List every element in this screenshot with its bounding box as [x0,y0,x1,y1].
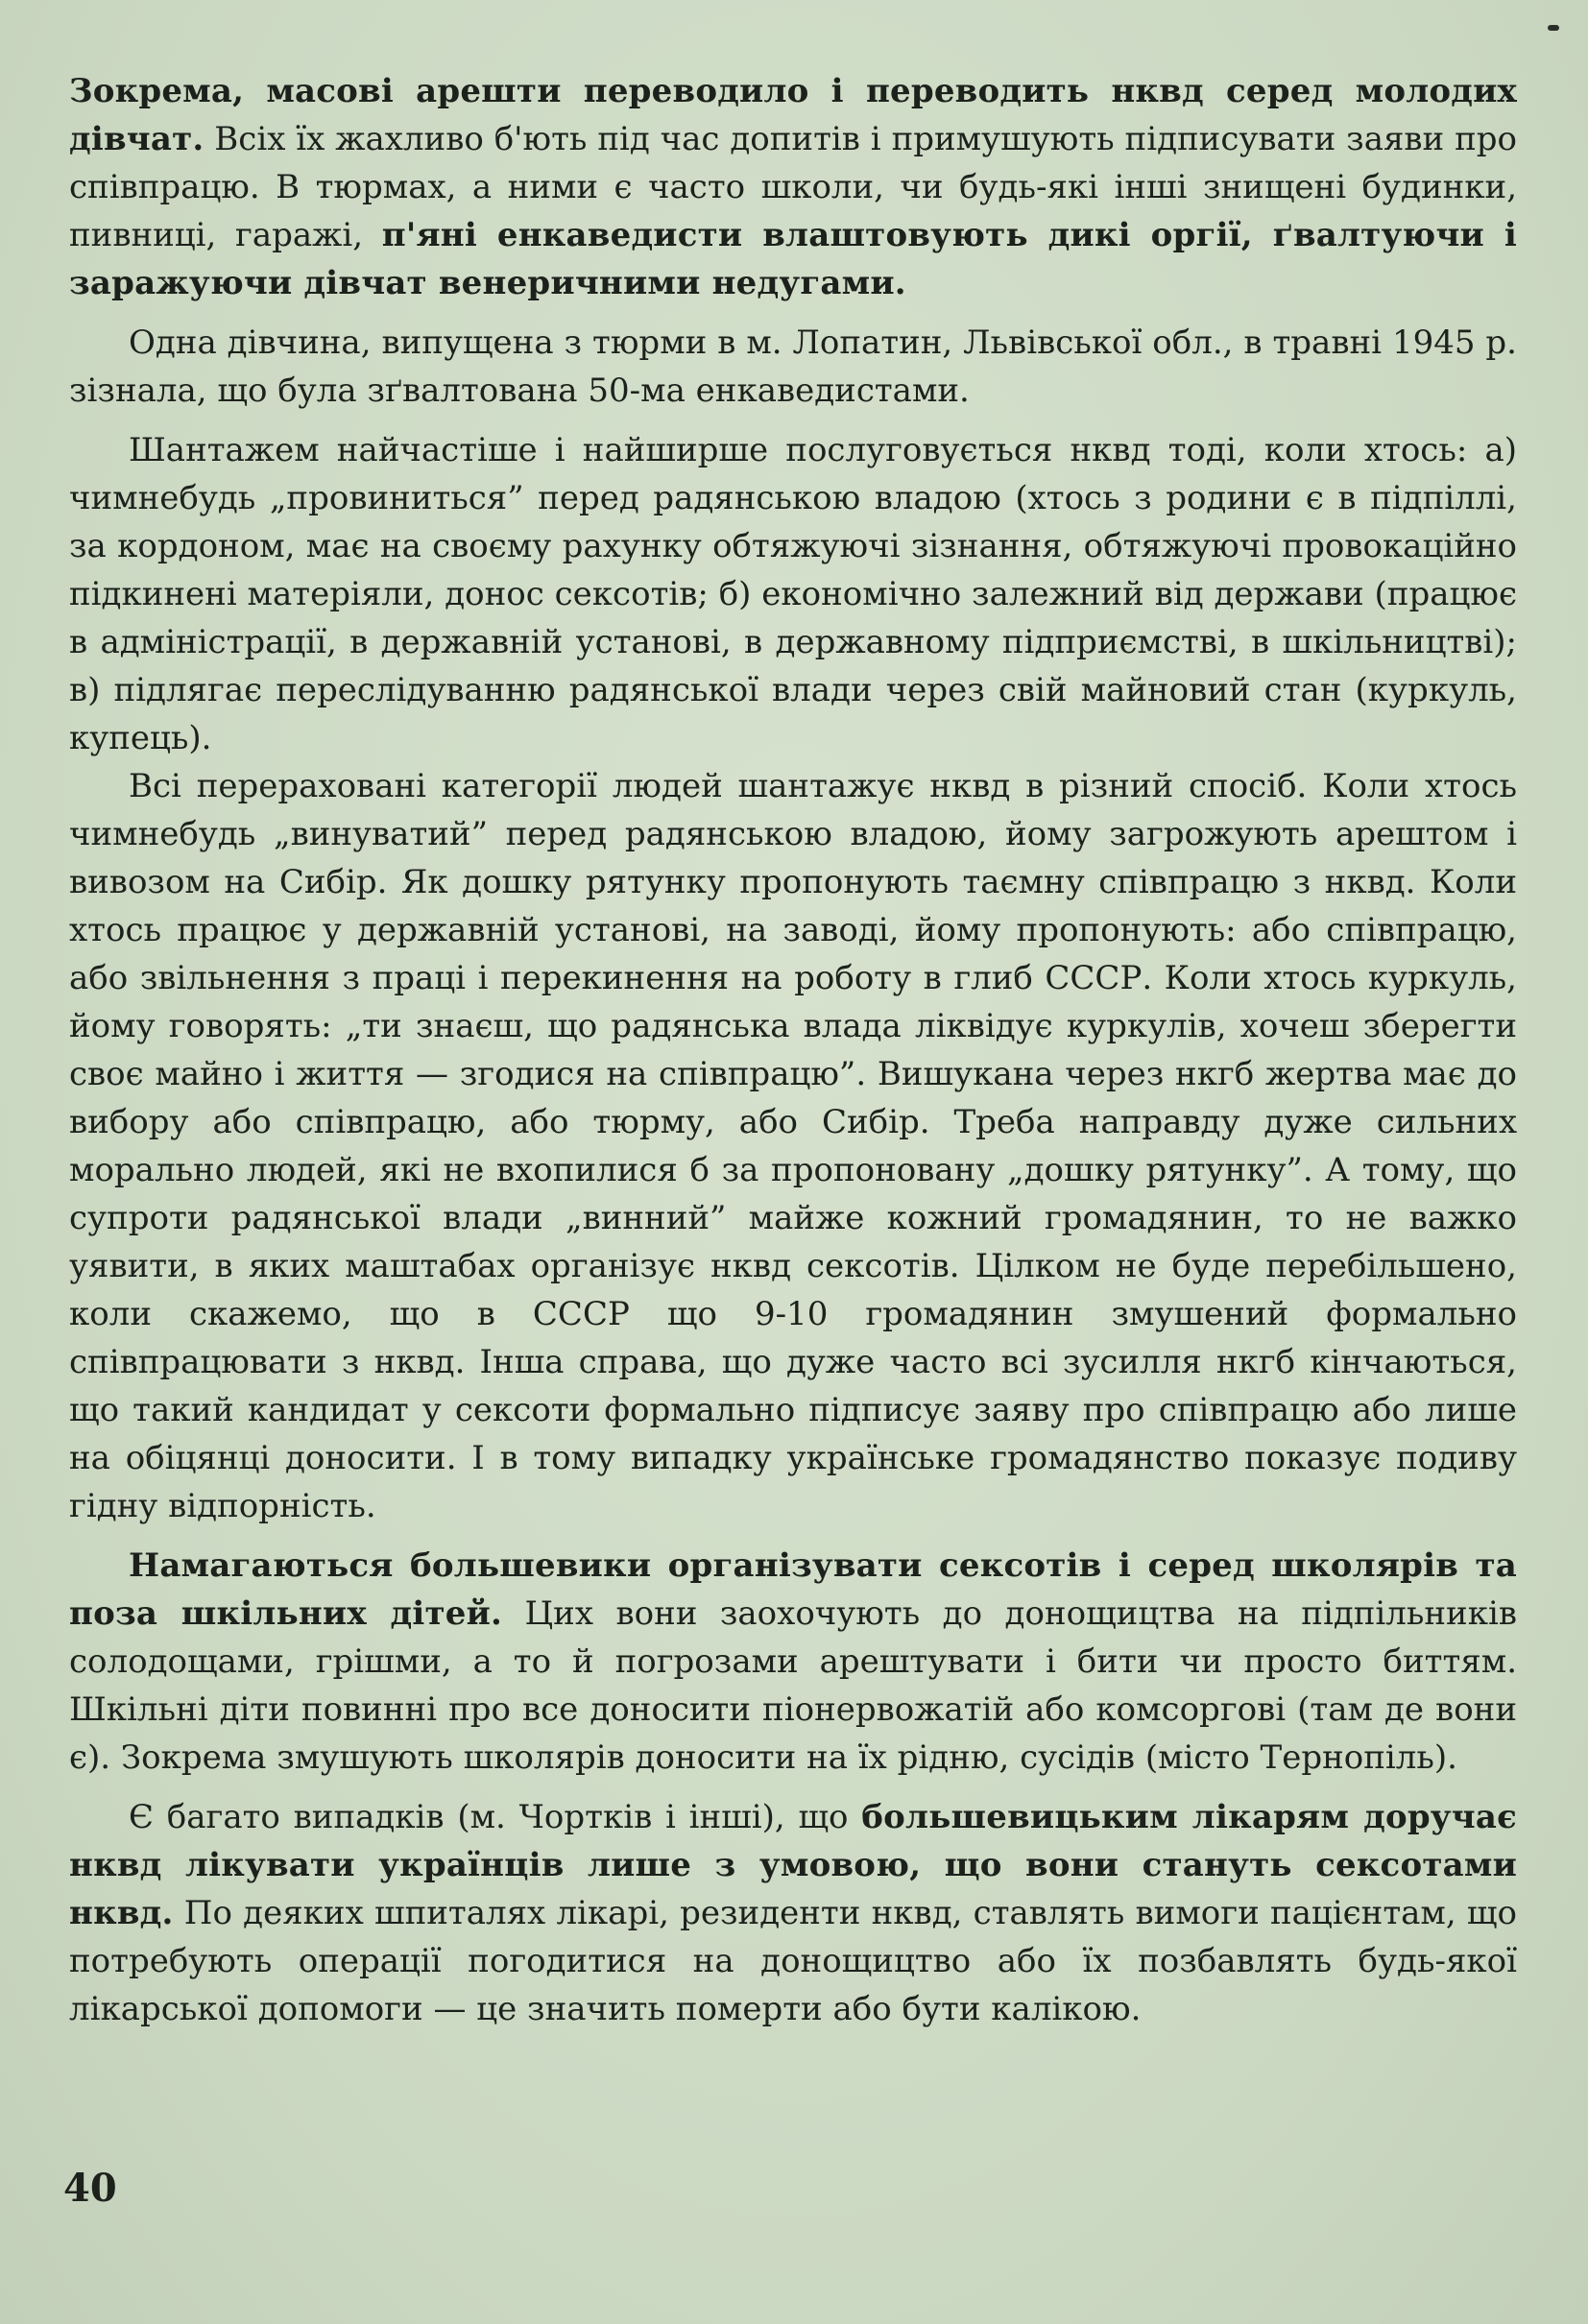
paragraph-3 [69,426,1517,762]
page-number: 40 [63,2166,117,2211]
paragraph-2 [69,319,1517,415]
body-text [69,67,1517,2033]
corner-speck [1548,25,1559,31]
text-run: Всі перераховані категорії людей шантажує нквд в різний спосіб. Коли хтось чимнебудь „винуватий” перед радянською владою, йому загрожують арештом і вивозом на Сибір. Як дошку рятунку пропонують таємну співпрацю з нквд. Коли хтось працює у державній установі, на заводі, йому пропонують: або співпрацю, або звільнення з праці і перекинення на роботу в глиб СССР. Коли хтось куркуль, йому говорять: „ти знаєш, що радянська влада ліквідує куркулів, хочеш зберегти своє майно і життя — згодися на співпрацю”. Вишукана через нкгб жертва має до вибору або співпрацю, або тюрму, або Сибір. Треба направду дуже сильних морально людей, які не вхопилися б за пропоновану „дошку рятунку”. А тому, що супроти радянської влади „винний” майже кожний громадянин, то не важко уявити, в яких маштабах організує нквд сексотів. Цілком не буде перебільшено, коли скажемо, що в СССР що 9-10 громадянин змушений формально співпрацювати з нквд. Інша справа, що дуже часто всі зусилля нкгб кінчаються, що такий кандидат у сексоти формально підписує заяву про співпрацю або лише на обіцянці доносити. І в тому випадку українське громадянство показує подиву гідну відпорність. [69,767,1517,1525]
paragraph-5 [69,1542,1517,1782]
text-run: Цих вони заохочують до донощицтва на підпільників солодощами, грішми, а то й погрозами арештувати і бити чи просто биттям. Шкільні діти повинні про все доносити піонервожатій або комсоргові (там де вони є). Зокрема змушують школярів доносити на їх рідню, сусідів (місто Тернопіль). [69,1594,1517,1777]
text-run: Є багато випадків (м. Чортків і інші), що [129,1798,862,1836]
text-run: Одна дівчина, випущена з тюрми в м. Лопатин, Львівської обл., в травні 1945 р. зізнала, що була зґвалтована 50-ма енкаведистами. [69,323,1517,410]
paragraph-6 [69,1793,1517,2033]
paragraph-4 [69,762,1517,1530]
bold-phrase: Намагаються большевики організувати сексотів і серед школярів та поза шкільних дітей. [69,1546,1517,1633]
paragraph-1 [69,67,1517,307]
text-run: Шантажем найчастіше і найширше послуговується нквд тоді, коли хтось: а) чимнебудь „провиниться” перед радянською владою (хтось з родини є в підпіллі, за кордоном, має на своєму рахунку обтяжуючі зізнання, обтяжуючі провокаційно підкинені матеріяли, донос сексотів; б) економічно залежний від держави (працює в адміністрації, в державній установі, в державному підприємстві, в шкільництві); в) підлягає переслідуванню радянської влади через свій майновий стан (куркуль, купець). [69,431,1517,757]
text-run: Всіх їх жахливо б'ють під час допитів і примушують підписувати заяви про співпрацю. В тюрмах, а ними є часто школи, чи будь-які інші знищені будинки, пивниці, гаражі, [69,120,1517,254]
bold-phrase: большевицьким лікарям доручає нквд лікувати українців лише з умовою, що вони стануть сексотами нквд. [69,1798,1517,1932]
bold-phrase: п'яні енкаведисти влаштовують дикі оргії, ґвалтуючи і заражуючи дівчат венеричними недугами. [69,216,1517,302]
text-run: По деяких шпиталях лікарі, резиденти нквд, ставлять вимоги пацієнтам, що потребують операції погодитися на донощицтво або їх позбавлять будь-якої лікарської допомоги — це значить померти або бути калікою. [69,1894,1517,2028]
bold-phrase: Зокрема, масові арешти переводило і переводить нквд серед молодих дівчат. [69,72,1517,158]
